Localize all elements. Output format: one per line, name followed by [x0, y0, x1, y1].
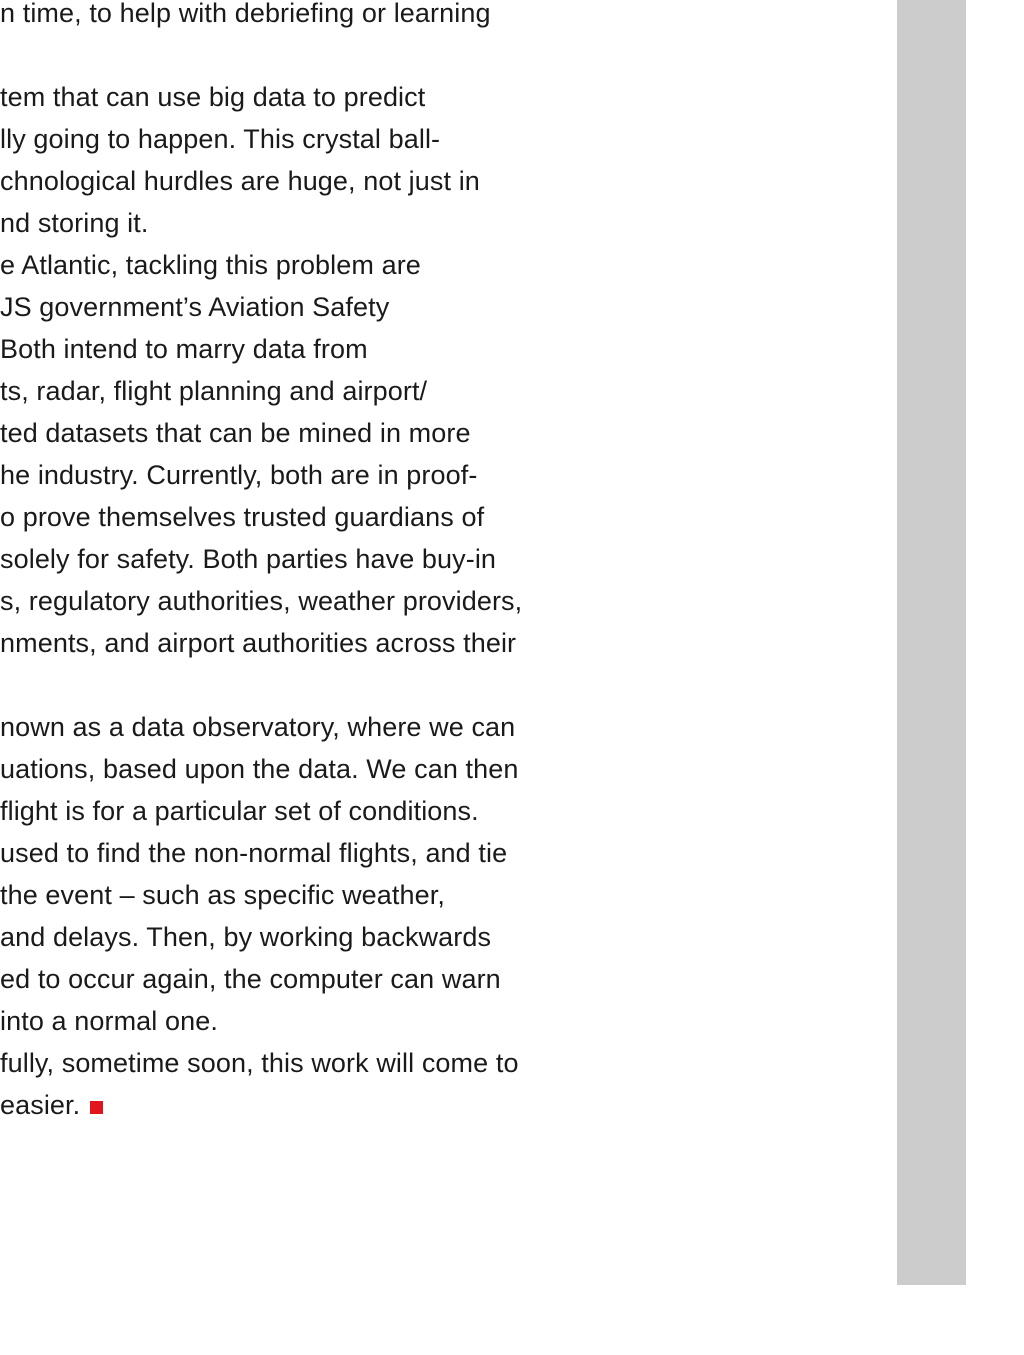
text-line: JS government’s Aviation Safety	[0, 292, 390, 322]
text-line: s, regulatory authorities, weather providers,	[0, 586, 523, 616]
text-line: he industry. Currently, both are in proof-	[0, 460, 478, 490]
text-line: tem that can use big data to predict	[0, 82, 426, 112]
last-line-text: easier.	[0, 1090, 81, 1120]
text-line: nown as a data observatory, where we can	[0, 712, 516, 742]
text-line: solely for safety. Both parties have buy-in	[0, 544, 497, 574]
text-line: ts, radar, flight planning and airport/	[0, 376, 428, 406]
text-line: nd storing it.	[0, 208, 149, 238]
text-line: the event – such as specific weather,	[0, 880, 445, 910]
end-of-article-square-icon	[90, 1101, 103, 1114]
text-line: into a normal one.	[0, 1006, 218, 1036]
text-line: chnological hurdles are huge, not just in	[0, 166, 480, 196]
text-line: used to find the non-normal flights, and tie	[0, 838, 508, 868]
text-line: flight is for a particular set of conditions.	[0, 796, 479, 826]
text-line: uations, based upon the data. We can then	[0, 754, 519, 784]
text-line: o prove themselves trusted guardians of	[0, 502, 485, 532]
text-line: e Atlantic, tackling this problem are	[0, 250, 421, 280]
margin-gray-bar	[897, 0, 966, 1285]
last-text-line	[0, 1089, 103, 1121]
text-line: ed to occur again, the computer can warn	[0, 964, 501, 994]
text-line: lly going to happen. This crystal ball-	[0, 124, 441, 154]
text-line: fully, sometime soon, this work will come to	[0, 1048, 519, 1078]
text-line: n time, to help with debriefing or learning	[0, 0, 491, 28]
text-line: Both intend to marry data from	[0, 334, 368, 364]
text-line: nments, and airport authorities across their	[0, 628, 517, 658]
text-line: and delays. Then, by working backwards	[0, 922, 492, 952]
text-line: ted datasets that can be mined in more	[0, 418, 471, 448]
